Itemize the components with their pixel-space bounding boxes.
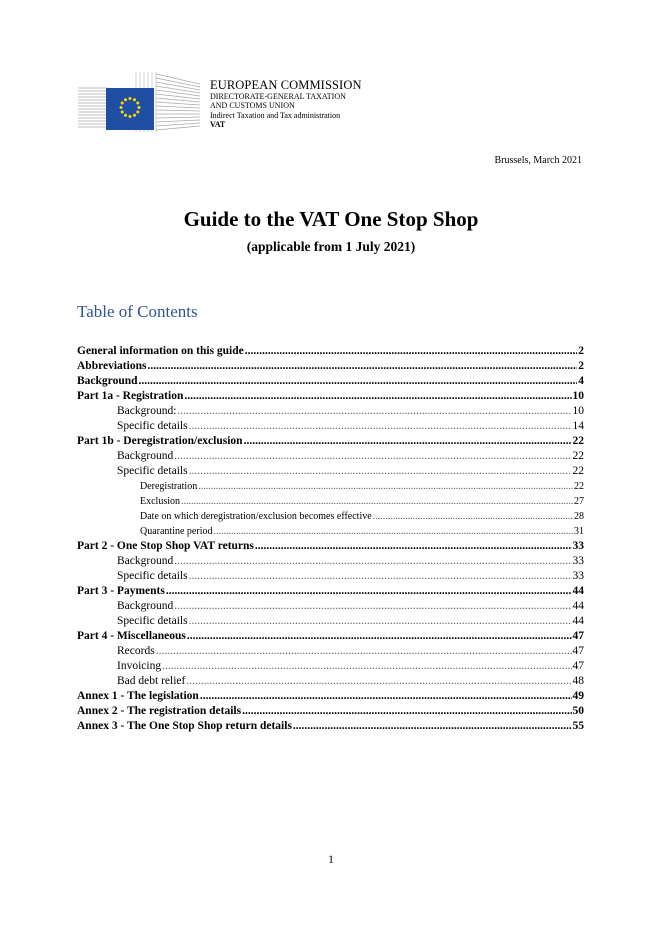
toc-entry-label: Part 4 - Miscellaneous bbox=[77, 630, 186, 642]
toc-dot-leader bbox=[177, 404, 571, 419]
toc-entry-label: General information on this guide bbox=[77, 345, 244, 357]
toc-entry-label: Bad debt relief bbox=[117, 675, 186, 687]
toc-entry-label: Part 3 - Payments bbox=[77, 585, 165, 597]
toc-entry[interactable] bbox=[77, 464, 584, 479]
toc-entry[interactable] bbox=[77, 389, 584, 404]
toc-dot-leader bbox=[245, 344, 577, 359]
toc-entry-label: Specific details bbox=[117, 420, 188, 432]
toc-dot-leader bbox=[200, 689, 572, 704]
toc-dot-leader bbox=[162, 659, 571, 674]
toc-entry-page: 48 bbox=[572, 675, 584, 687]
toc-entry-label: Date on which deregistration/exclusion becomes effective bbox=[140, 511, 372, 522]
toc-entry-label: Background bbox=[117, 600, 174, 612]
toc-entry-page: 10 bbox=[572, 390, 584, 402]
toc-entry[interactable] bbox=[77, 584, 584, 599]
toc-entry-label: Specific details bbox=[117, 465, 188, 477]
toc-entry-label: Background: bbox=[117, 405, 177, 417]
toc-dot-leader bbox=[373, 509, 573, 524]
toc-entry-page: 22 bbox=[572, 435, 584, 447]
toc-entry-page: 44 bbox=[572, 600, 584, 612]
toc-entry-page: 4 bbox=[578, 375, 584, 387]
toc-entry[interactable] bbox=[77, 434, 584, 449]
toc-entry-label: Part 2 - One Stop Shop VAT returns bbox=[77, 540, 254, 552]
toc-dot-leader bbox=[189, 569, 572, 584]
toc-entry-label: Specific details bbox=[117, 615, 188, 627]
toc-entry[interactable] bbox=[77, 704, 584, 719]
toc-entry-page: 47 bbox=[572, 645, 584, 657]
toc-dot-leader bbox=[174, 554, 571, 569]
toc-entry[interactable] bbox=[77, 554, 584, 569]
toc-dot-leader bbox=[293, 719, 572, 734]
toc-entry-page: 28 bbox=[574, 511, 584, 522]
toc-entry[interactable] bbox=[77, 629, 584, 644]
toc-entry-page: 44 bbox=[572, 615, 584, 627]
toc-entry-page: 47 bbox=[572, 630, 584, 642]
toc-entry[interactable] bbox=[77, 374, 584, 389]
toc-entry-page: 33 bbox=[572, 570, 584, 582]
toc-entry[interactable] bbox=[77, 719, 584, 734]
toc-dot-leader bbox=[187, 629, 572, 644]
directorate-general-line1: DIRECTORATE-GENERAL TAXATION bbox=[210, 92, 346, 102]
toc-dot-leader bbox=[147, 359, 577, 374]
toc-entry[interactable] bbox=[77, 599, 584, 614]
toc-entry-page: 49 bbox=[572, 690, 584, 702]
toc-entry[interactable] bbox=[77, 659, 584, 674]
toc-entry[interactable] bbox=[77, 539, 584, 554]
toc-dot-leader bbox=[186, 674, 571, 689]
directorate-general-line2: AND CUSTOMS UNION bbox=[210, 100, 295, 110]
toc-entry-label: Annex 3 - The One Stop Shop return details bbox=[77, 720, 292, 732]
toc-entry-label: Background bbox=[117, 450, 174, 462]
toc-dot-leader bbox=[242, 704, 571, 719]
table-of-contents bbox=[77, 344, 584, 734]
toc-entry[interactable] bbox=[77, 689, 584, 704]
toc-entry[interactable] bbox=[77, 449, 584, 464]
toc-dot-leader bbox=[189, 419, 572, 434]
toc-entry-label: Exclusion bbox=[140, 496, 180, 507]
toc-entry-page: 31 bbox=[574, 526, 584, 537]
document-subtitle: (applicable from 1 July 2021) bbox=[246, 239, 416, 254]
toc-entry[interactable] bbox=[77, 569, 584, 584]
toc-entry-label: Deregistration bbox=[140, 481, 198, 492]
toc-entry-label: Records bbox=[117, 645, 155, 657]
toc-dot-leader bbox=[139, 374, 578, 389]
toc-entry-page: 22 bbox=[572, 465, 584, 477]
toc-entry[interactable] bbox=[77, 404, 584, 419]
header-block bbox=[210, 79, 362, 130]
toc-entry[interactable] bbox=[77, 419, 584, 434]
toc-entry-page: 27 bbox=[574, 496, 584, 507]
toc-entry[interactable] bbox=[77, 359, 584, 374]
toc-entry-page: 14 bbox=[572, 420, 584, 432]
toc-entry[interactable] bbox=[77, 674, 584, 689]
toc-dot-leader bbox=[189, 464, 572, 479]
toc-entry-label: Abbreviations bbox=[77, 360, 147, 372]
toc-dot-leader bbox=[156, 644, 572, 659]
toc-entry-label: Invoicing bbox=[117, 660, 162, 672]
toc-entry-page: 55 bbox=[572, 720, 584, 732]
toc-entry[interactable] bbox=[77, 644, 584, 659]
european-commission-logo bbox=[78, 70, 200, 132]
toc-entry-page: 47 bbox=[572, 660, 584, 672]
directorate-name: Indirect Taxation and Tax administration bbox=[210, 110, 341, 120]
date-line: Brussels, March 2021 bbox=[494, 155, 582, 166]
toc-entry[interactable] bbox=[77, 344, 584, 359]
toc-entry[interactable] bbox=[77, 479, 584, 494]
unit-name: VAT bbox=[210, 120, 226, 130]
toc-entry[interactable] bbox=[77, 494, 584, 509]
page-number: 1 bbox=[328, 854, 334, 866]
toc-entry-page: 10 bbox=[572, 405, 584, 417]
toc-entry-label: Part 1a - Registration bbox=[77, 390, 184, 402]
toc-dot-leader bbox=[255, 539, 572, 554]
toc-entry[interactable] bbox=[77, 614, 584, 629]
toc-entry-page: 33 bbox=[572, 555, 584, 567]
toc-dot-leader bbox=[174, 599, 571, 614]
toc-dot-leader bbox=[174, 449, 571, 464]
toc-dot-leader bbox=[181, 494, 573, 509]
toc-entry-label: Annex 2 - The registration details bbox=[77, 705, 242, 717]
toc-entry-page: 2 bbox=[578, 360, 584, 372]
toc-entry-page: 22 bbox=[572, 450, 584, 462]
toc-entry-page: 22 bbox=[574, 481, 584, 492]
document-title: Guide to the VAT One Stop Shop bbox=[183, 207, 479, 231]
toc-entry-label: Specific details bbox=[117, 570, 188, 582]
toc-entry-page: 50 bbox=[572, 705, 584, 717]
toc-dot-leader bbox=[198, 479, 573, 494]
toc-dot-leader bbox=[184, 389, 571, 404]
toc-entry-label: Background bbox=[77, 375, 138, 387]
toc-entry[interactable] bbox=[77, 509, 584, 524]
toc-heading: Table of Contents bbox=[77, 302, 198, 321]
toc-dot-leader bbox=[189, 614, 572, 629]
toc-entry[interactable] bbox=[77, 524, 584, 539]
toc-entry-page: 33 bbox=[572, 540, 584, 552]
organization-name: EUROPEAN COMMISSION bbox=[210, 78, 362, 92]
toc-entry-label: Quarantine period bbox=[140, 526, 213, 537]
toc-entry-label: Background bbox=[117, 555, 174, 567]
toc-entry-page: 44 bbox=[572, 585, 584, 597]
toc-dot-leader bbox=[166, 584, 572, 599]
toc-entry-label: Part 1b - Deregistration/exclusion bbox=[77, 435, 243, 447]
toc-dot-leader bbox=[244, 434, 572, 449]
toc-dot-leader bbox=[213, 524, 573, 539]
eu-flag bbox=[106, 88, 154, 130]
toc-entry-page: 2 bbox=[578, 345, 584, 357]
toc-entry-label: Annex 1 - The legislation bbox=[77, 690, 199, 702]
